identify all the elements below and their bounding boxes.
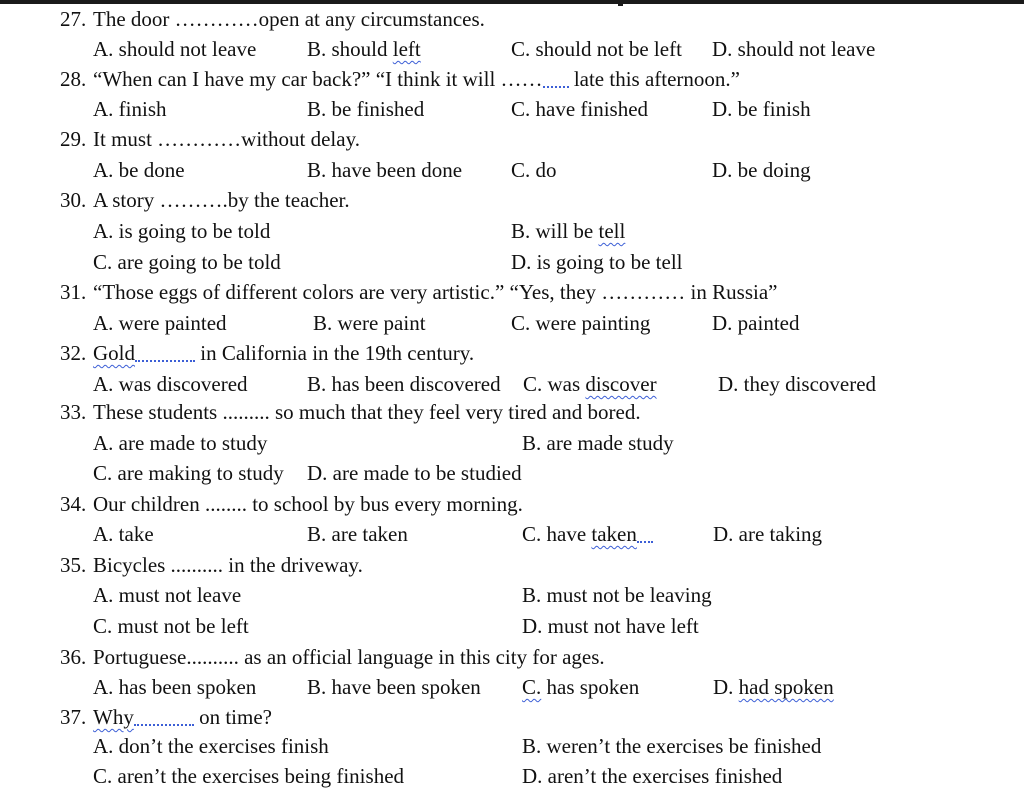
option-a[interactable]: A. has been spoken <box>93 675 257 699</box>
question-stem: These students ......... so much that they feel very tired and bored. <box>93 400 641 424</box>
options-35-row1 <box>0 580 1024 610</box>
option-a[interactable]: A. should not leave <box>93 37 257 61</box>
question-stem: Bicycles .......... in the driveway. <box>93 553 363 577</box>
option-b[interactable]: B. be finished <box>307 97 425 121</box>
option-d[interactable]: D. is going to be tell <box>511 250 683 274</box>
option-d[interactable]: D. should not leave <box>712 37 876 61</box>
question-29 <box>0 124 1024 154</box>
option-d[interactable]: D. they discovered <box>718 372 877 396</box>
options-35-row2 <box>0 611 1024 641</box>
question-number: 37. <box>60 705 87 729</box>
option-c[interactable]: C. have finished <box>511 97 649 121</box>
option-b[interactable]: B. must not be leaving <box>522 583 712 607</box>
option-a[interactable]: A. be done <box>93 158 185 182</box>
question-stem: “Those eggs of different colors are very artistic.” “Yes, they ………… in Russia” <box>93 280 778 304</box>
options-30-row2 <box>0 247 1024 277</box>
question-stem: Portuguese.......... as an official language in this city for ages. <box>93 645 605 669</box>
question-32 <box>0 338 1024 368</box>
options-28 <box>0 94 1024 124</box>
question-number: 36. <box>60 645 87 669</box>
option-d[interactable]: D. aren’t the exercises finished <box>522 764 783 788</box>
options-34 <box>0 519 1024 549</box>
options-33-row2 <box>0 458 1024 488</box>
question-27 <box>0 4 1024 34</box>
option-b[interactable]: B. have been done <box>307 158 463 182</box>
spellcheck-underline <box>637 537 653 543</box>
question-stem: It must …………without delay. <box>93 127 360 151</box>
option-c[interactable]: C. was discover <box>523 372 657 396</box>
question-stem: A story ……….by the teacher. <box>93 188 350 212</box>
question-33 <box>0 397 1024 427</box>
options-37-row1 <box>0 731 1024 761</box>
option-a[interactable]: A. are made to study <box>93 431 268 455</box>
option-a[interactable]: A. is going to be told <box>93 219 271 243</box>
spellcheck-underline <box>134 720 194 726</box>
option-d[interactable]: D. painted <box>712 311 800 335</box>
options-27 <box>0 34 1024 64</box>
question-number: 30. <box>60 188 87 212</box>
question-number: 31. <box>60 280 87 304</box>
option-c[interactable]: C. have taken <box>522 519 653 549</box>
option-b[interactable]: B. have been spoken <box>307 675 481 699</box>
question-34 <box>0 489 1024 519</box>
option-c[interactable]: C. has spoken <box>522 675 640 699</box>
option-d[interactable]: D. be finish <box>712 97 811 121</box>
option-b[interactable]: B. has been discovered <box>307 372 501 396</box>
options-30-row1 <box>0 216 1024 246</box>
option-a[interactable]: A. take <box>93 522 154 546</box>
option-a[interactable]: A. were painted <box>93 311 227 335</box>
options-29 <box>0 155 1024 185</box>
option-a[interactable]: A. was discovered <box>93 372 248 396</box>
question-stem: Gold in California in the 19th century. <box>93 341 475 365</box>
option-a[interactable]: A. don’t the exercises finish <box>93 734 329 758</box>
question-stem: Why on time? <box>93 705 272 729</box>
question-36 <box>0 642 1024 672</box>
option-d[interactable]: D. are made to be studied <box>307 461 522 485</box>
option-c[interactable]: C. are going to be told <box>93 250 281 274</box>
options-37-row2 <box>0 761 1024 791</box>
option-c[interactable]: C. should not be left <box>511 37 682 61</box>
option-b[interactable]: B. weren’t the exercises be finished <box>522 734 822 758</box>
option-c-letter: C. <box>522 675 542 699</box>
option-b[interactable]: B. should left <box>307 37 421 61</box>
question-30 <box>0 185 1024 215</box>
option-a[interactable]: A. must not leave <box>93 583 242 607</box>
option-d[interactable]: D. are taking <box>713 522 823 546</box>
question-28 <box>0 64 1024 94</box>
option-b[interactable]: B. were paint <box>313 311 426 335</box>
question-number: 27. <box>60 7 87 31</box>
option-b-misspelled: left <box>392 37 421 61</box>
option-c[interactable]: C. aren’t the exercises being finished <box>93 764 405 788</box>
option-c[interactable]: C. do <box>511 158 557 182</box>
question-number: 33. <box>60 400 87 424</box>
option-c-misspelled: discover <box>585 372 657 396</box>
question-37 <box>0 702 1024 732</box>
option-d[interactable]: D. had spoken <box>713 675 834 699</box>
question-number: 28. <box>60 67 87 91</box>
question-number: 35. <box>60 553 87 577</box>
question-stem: The door …………open at any circumstances. <box>93 7 485 31</box>
option-b[interactable]: B. are made study <box>522 431 674 455</box>
option-c[interactable]: C. must not be left <box>93 614 249 638</box>
option-a[interactable]: A. finish <box>93 97 167 121</box>
option-b[interactable]: B. will be tell <box>511 219 626 243</box>
question-stem: “When can I have my car back?” “I think it will …… late this afternoon.” <box>93 67 740 91</box>
option-d[interactable]: D. be doing <box>712 158 811 182</box>
spellcheck-underline <box>135 356 195 362</box>
spellcheck-underline <box>543 82 569 88</box>
question-31 <box>0 277 1024 307</box>
options-36 <box>0 672 1024 702</box>
question-number: 29. <box>60 127 87 151</box>
question-number: 32. <box>60 341 87 365</box>
option-d-misspelled: had spoken <box>738 675 834 699</box>
option-b-misspelled: tell <box>598 219 626 243</box>
question-35 <box>0 550 1024 580</box>
option-c[interactable]: C. are making to study <box>93 461 284 485</box>
options-31 <box>0 308 1024 338</box>
question-stem: Our children ........ to school by bus every morning. <box>93 492 523 516</box>
options-33-row1 <box>0 428 1024 458</box>
option-c[interactable]: C. were painting <box>511 311 651 335</box>
question-number: 34. <box>60 492 87 516</box>
option-d[interactable]: D. must not have left <box>522 614 699 638</box>
options-32 <box>0 369 1024 399</box>
option-b[interactable]: B. are taken <box>307 522 408 546</box>
option-c-misspelled: taken <box>591 522 637 546</box>
